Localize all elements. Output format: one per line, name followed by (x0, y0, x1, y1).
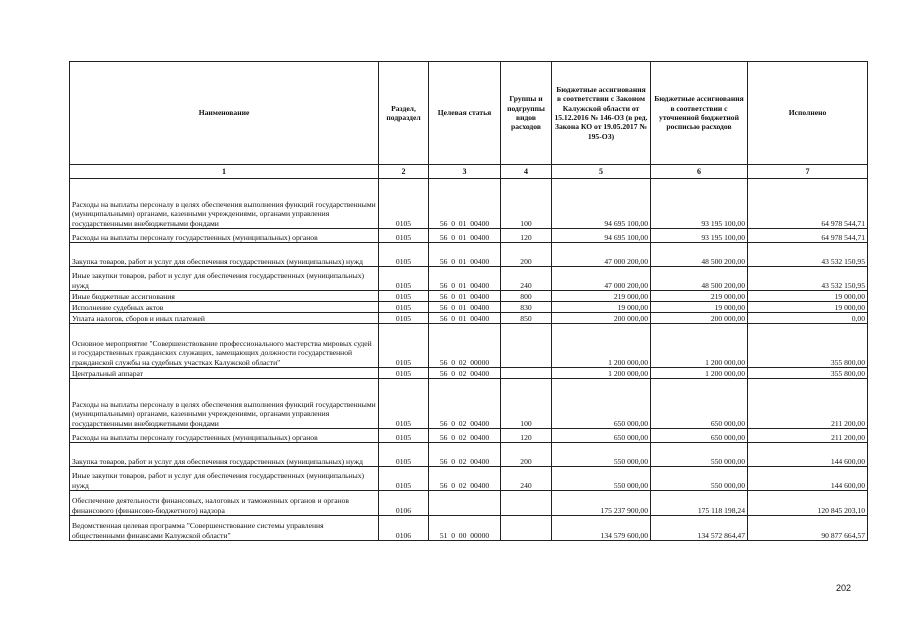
row-executed: 211 200,00 (748, 429, 868, 443)
row-alloc-law: 47 000 200,00 (552, 243, 651, 267)
row-target: 56 0 02 00400 (429, 443, 501, 467)
row-group: 830 (501, 302, 552, 313)
row-target: 56 0 02 00400 (429, 429, 501, 443)
row-group: 120 (501, 429, 552, 443)
row-alloc-updated: 93 195 100,00 (651, 179, 748, 229)
row-group (501, 516, 552, 541)
header-section: Раздел, подраздел (379, 62, 429, 165)
row-executed: 19 000,00 (748, 291, 868, 302)
row-alloc-law: 200 000,00 (552, 313, 651, 324)
table-row (70, 179, 868, 229)
row-executed: 43 532 150,95 (748, 267, 868, 291)
table-row (70, 491, 868, 516)
header-row (70, 62, 868, 165)
col-number: 4 (501, 165, 552, 179)
row-executed: 211 200,00 (748, 379, 868, 429)
row-section: 0105 (379, 291, 429, 302)
row-target: 51 0 00 00000 (429, 516, 501, 541)
row-name: Иные бюджетные ассигнования (70, 291, 379, 302)
row-alloc-updated: 19 000,00 (651, 302, 748, 313)
table-row (70, 516, 868, 541)
row-target: 56 0 02 00400 (429, 368, 501, 379)
row-name: Закупка товаров, работ и услуг для обеспечения государственных (муниципальных) нужд (70, 443, 379, 467)
row-executed: 144 600,00 (748, 443, 868, 467)
col-number: 3 (429, 165, 501, 179)
row-name: Расходы на выплаты персоналу государственных (муниципальных) органов (70, 429, 379, 443)
row-target: 56 0 01 00400 (429, 291, 501, 302)
row-name: Центральный аппарат (70, 368, 379, 379)
row-section: 0105 (379, 179, 429, 229)
row-alloc-law: 650 000,00 (552, 379, 651, 429)
row-alloc-updated: 650 000,00 (651, 379, 748, 429)
row-alloc-updated: 175 118 198,24 (651, 491, 748, 516)
row-executed: 64 978 544,71 (748, 229, 868, 243)
row-group: 200 (501, 443, 552, 467)
table-row (70, 267, 868, 291)
row-group (501, 491, 552, 516)
row-executed: 355 800,00 (748, 324, 868, 368)
row-section: 0105 (379, 368, 429, 379)
row-group: 120 (501, 229, 552, 243)
row-section: 0105 (379, 302, 429, 313)
header-alloc-law: Бюджетные ассигнования в соответствии с Законом Калужской области от 15.12.2016 № 146-ОЗ (в ред. Закона КО от 19.05.2017 № 195-ОЗ) (552, 62, 651, 165)
row-alloc-updated: 650 000,00 (651, 429, 748, 443)
row-name: Иные закупки товаров, работ и услуг для обеспечения государственных (муниципальных) нужд (70, 467, 379, 491)
row-alloc-law: 550 000,00 (552, 467, 651, 491)
row-section: 0105 (379, 324, 429, 368)
row-alloc-updated: 48 500 200,00 (651, 243, 748, 267)
row-section: 0106 (379, 491, 429, 516)
row-alloc-updated: 134 572 864,47 (651, 516, 748, 541)
row-executed: 0,00 (748, 313, 868, 324)
row-name: Закупка товаров, работ и услуг для обеспечения государственных (муниципальных) нужд (70, 243, 379, 267)
row-target: 56 0 02 00400 (429, 467, 501, 491)
row-alloc-law: 175 237 900,00 (552, 491, 651, 516)
col-number: 5 (552, 165, 651, 179)
table-body (70, 179, 868, 541)
row-group: 800 (501, 291, 552, 302)
table-row (70, 291, 868, 302)
row-name: Обеспечение деятельности финансовых, налоговых и таможенных органов и органов финансового (финансово-бюджетного) надзора (70, 491, 379, 516)
col-number: 1 (70, 165, 379, 179)
row-name: Ведомственная целевая программа "Совершенствование системы управления общественными финансами Калужской области" (70, 516, 379, 541)
row-group: 850 (501, 313, 552, 324)
row-alloc-updated: 1 200 000,00 (651, 368, 748, 379)
row-target: 56 0 02 00000 (429, 324, 501, 368)
row-section: 0105 (379, 313, 429, 324)
row-alloc-law: 550 000,00 (552, 443, 651, 467)
row-group: 100 (501, 179, 552, 229)
col-number: 7 (748, 165, 868, 179)
row-section: 0105 (379, 229, 429, 243)
header-groups: Группы и подгруппы видов расходов (501, 62, 552, 165)
row-name: Расходы на выплаты персоналу в целях обеспечения выполнения функций государственными (муниципальными) органами, казенными учреждениями, органами управления государственными внебюджетными фондами (70, 179, 379, 229)
row-alloc-updated: 219 000,00 (651, 291, 748, 302)
page-number: 202 (836, 583, 852, 593)
row-target: 56 0 01 00400 (429, 313, 501, 324)
budget-table (69, 61, 868, 541)
row-name: Исполнение судебных актов (70, 302, 379, 313)
table-row (70, 443, 868, 467)
table-row (70, 368, 868, 379)
row-executed: 144 600,00 (748, 467, 868, 491)
header-alloc-updated: Бюджетные ассигнования в соответствии с уточненной бюджетной росписью расходов (651, 62, 748, 165)
row-target: 56 0 01 00400 (429, 302, 501, 313)
column-number-row (70, 165, 868, 179)
col-number: 6 (651, 165, 748, 179)
row-executed: 90 877 664,57 (748, 516, 868, 541)
row-alloc-law: 650 000,00 (552, 429, 651, 443)
table-row (70, 324, 868, 368)
row-section: 0105 (379, 379, 429, 429)
row-target: 56 0 01 00400 (429, 179, 501, 229)
row-executed: 120 845 203,10 (748, 491, 868, 516)
row-alloc-law: 94 695 100,00 (552, 229, 651, 243)
table-row (70, 429, 868, 443)
row-section: 0105 (379, 429, 429, 443)
col-number: 2 (379, 165, 429, 179)
row-executed: 355 800,00 (748, 368, 868, 379)
table-row (70, 229, 868, 243)
row-alloc-updated: 48 500 200,00 (651, 267, 748, 291)
table-row (70, 243, 868, 267)
row-alloc-law: 219 000,00 (552, 291, 651, 302)
row-name: Уплата налогов, сборов и иных платежей (70, 313, 379, 324)
row-alloc-updated: 93 195 100,00 (651, 229, 748, 243)
table-row (70, 467, 868, 491)
row-section: 0105 (379, 467, 429, 491)
row-name: Расходы на выплаты персоналу в целях обеспечения выполнения функций государственными (муниципальными) органами, казенными учреждениями, органами управления государственными внебюджетными фондами (70, 379, 379, 429)
row-alloc-updated: 550 000,00 (651, 443, 748, 467)
row-alloc-law: 1 200 000,00 (552, 324, 651, 368)
row-section: 0106 (379, 516, 429, 541)
row-target: 56 0 02 00400 (429, 379, 501, 429)
row-alloc-law: 94 695 100,00 (552, 179, 651, 229)
row-alloc-law: 47 000 200,00 (552, 267, 651, 291)
row-group (501, 368, 552, 379)
table-row (70, 313, 868, 324)
row-alloc-law: 134 579 600,00 (552, 516, 651, 541)
row-executed: 19 000,00 (748, 302, 868, 313)
table-row (70, 302, 868, 313)
row-target (429, 491, 501, 516)
row-group (501, 324, 552, 368)
row-name: Основное мероприятие "Совершенствование профессионального мастерства мировых судей и государственных гражданских служащих, замещающих должности государственной гражданской службы на судебных участках Калужской области" (70, 324, 379, 368)
row-name: Иные закупки товаров, работ и услуг для обеспечения государственных (муниципальных) нужд (70, 267, 379, 291)
header-name: Наименование (70, 62, 379, 165)
row-group: 200 (501, 243, 552, 267)
row-group: 240 (501, 267, 552, 291)
header-target: Целевая статья (429, 62, 501, 165)
row-section: 0105 (379, 243, 429, 267)
row-group: 100 (501, 379, 552, 429)
row-executed: 43 532 150,95 (748, 243, 868, 267)
row-group: 240 (501, 467, 552, 491)
row-alloc-law: 1 200 000,00 (552, 368, 651, 379)
row-section: 0105 (379, 443, 429, 467)
table-row (70, 379, 868, 429)
row-target: 56 0 01 00400 (429, 229, 501, 243)
row-target: 56 0 01 00400 (429, 267, 501, 291)
row-alloc-law: 19 000,00 (552, 302, 651, 313)
header-executed: Исполнено (748, 62, 868, 165)
row-alloc-updated: 550 000,00 (651, 467, 748, 491)
row-alloc-updated: 200 000,00 (651, 313, 748, 324)
row-target: 56 0 01 00400 (429, 243, 501, 267)
row-name: Расходы на выплаты персоналу государственных (муниципальных) органов (70, 229, 379, 243)
row-alloc-updated: 1 200 000,00 (651, 324, 748, 368)
row-executed: 64 978 544,71 (748, 179, 868, 229)
row-section: 0105 (379, 267, 429, 291)
